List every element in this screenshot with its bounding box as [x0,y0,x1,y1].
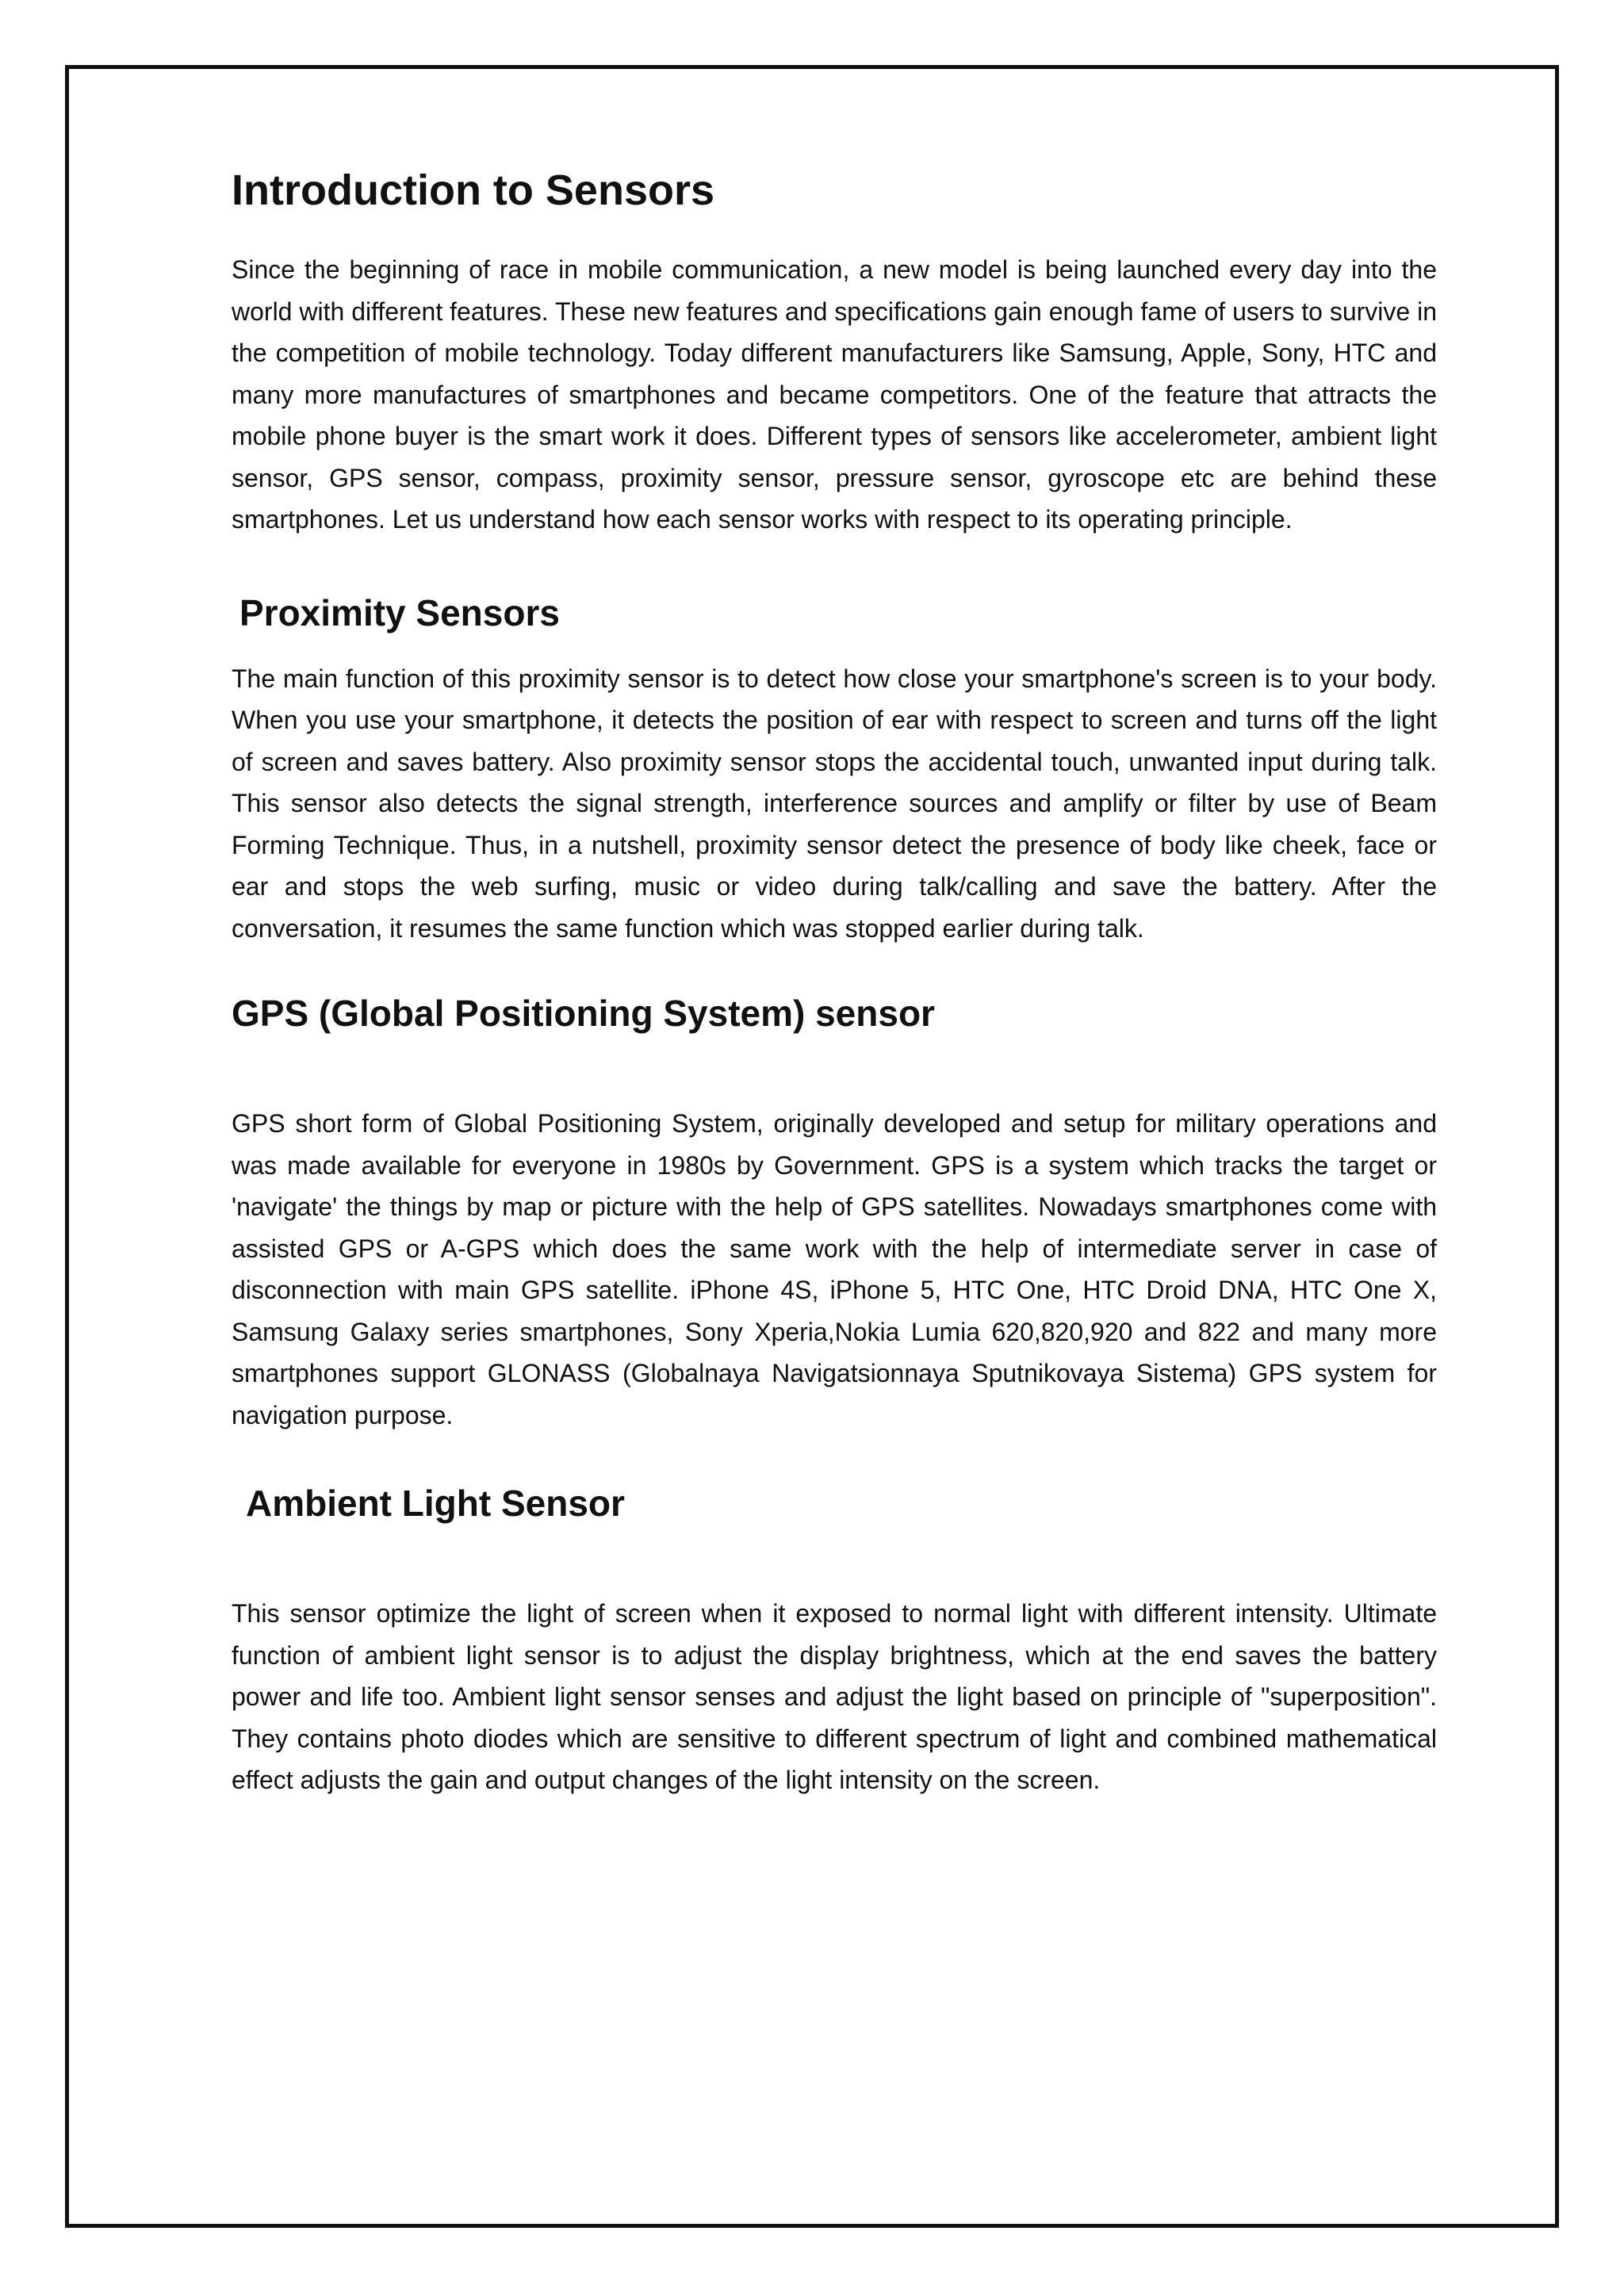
section-heading-proximity: Proximity Sensors [239,591,560,633]
document-body [232,159,1437,1801]
document-title: Introduction to Sensors [232,166,715,214]
section-paragraph-ambient-light: This sensor optimize the light of screen when it exposed to normal light with different intensity. Ultimate function of ambient light sensor is to adjust the display brightness, which at the end saves the battery power and life too. Ambient light sensor senses and adjust the light based on principle of "superposition". They contains photo diodes which are sensitive to different spectrum of light and combined mathematical effect adjusts the gain and output changes of the light intensity on the screen. [232,1599,1437,1794]
section-paragraph-proximity: The main function of this proximity sensor is to detect how close your smartphone's screen is to your body. When you use your smartphone, it detects the position of ear with respect to screen and turns off the light of screen and saves battery. Also proximity sensor stops the accidental touch, unwanted input during talk. This sensor also detects the signal strength, interference sources and amplify or filter by use of Beam Forming Technique. Thus, in a nutshell, proximity sensor detect the presence of body like cheek, face or ear and stops the web surfing, music or video during talk/calling and save the battery. After the conversation, it resumes the same function which was stopped earlier during talk. [232,664,1437,943]
section-paragraph-gps: GPS short form of Global Positioning System, originally developed and setup for military operations and was made available for everyone in 1980s by Government. GPS is a system which tracks the target or 'navigate' the things by map or picture with the help of GPS satellites. Nowadays smartphones come with assisted GPS or A-GPS which does the same work with the help of intermediate server in case of disconnection with main GPS satellite. iPhone 4S, iPhone 5, HTC One, HTC Droid DNA, HTC One X, Samsung Galaxy series smartphones, Sony Xperia,Nokia Lumia 620,820,920 and 822 and many more smartphones support GLONASS (Globalnaya Navigatsionnaya Sputnikovaya Sistema) GPS system for navigation purpose. [232,1109,1437,1429]
section-heading-ambient-light: Ambient Light Sensor [246,1483,625,1524]
intro-paragraph: Since the beginning of race in mobile communication, a new model is being launched every day into the world with different features. These new features and specifications gain enough fame of users to survive in the competition of mobile technology. Today different manufacturers like Samsung, Apple, Sony, HTC and many more manufactures of smartphones and became competitors. One of the feature that attracts the mobile phone buyer is the smart work it does. Different types of sensors like accelerometer, ambient light sensor, GPS sensor, compass, proximity sensor, pressure sensor, gyroscope etc are behind these smartphones. Let us understand how each sensor works with respect to its operating principle. [232,255,1437,534]
section-heading-gps: GPS (Global Positioning System) sensor [232,993,935,1034]
